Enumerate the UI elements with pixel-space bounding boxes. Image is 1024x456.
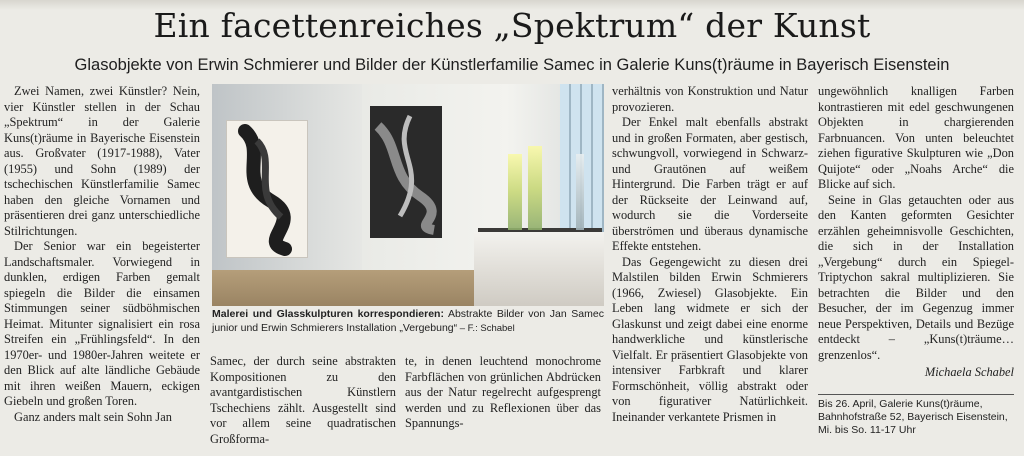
abstract-painting-dark (370, 106, 442, 238)
display-pedestal (474, 232, 604, 306)
paragraph: ungewöhnlich knalligen Farben kontrastieren mit edel geschwungenen Objekten in chargierenden Farbnuancen. Von unten beleuchtet ziehen figurative Skulpturen wie „Don Quijote“ oder „Noahs Arche“ die Blicke auf sich. (818, 84, 1014, 191)
author-byline: Michaela Schabel (924, 365, 1014, 379)
paragraph: Der Enkel malt ebenfalls abstrakt und in großen Formaten, aber gestisch, schwungvoll, vorwiegend in Schwarz- und Grautönen auf weißem Hintergrund. Die Farben trägt er auf der Rückseite der Leinwand auf, wodurch sie die Vorderseite überströmen und überaus dynamische Effekte entstehen. (612, 115, 808, 253)
paragraph: Zwei Namen, zwei Künstler? Nein, vier Künstler stellen in der Schau „Spektrum“ in der Galerie Kuns(t)räume in Bayerische Eisenstein aus. Großvater (1917-1988), Vater (1955) und Sohn (1989) der tschechischen Künstlerfamilie Samec haben den gleiche Vornamen und präsentieren drei ganz unterschiedliche Stilrichtungen. (4, 84, 200, 238)
headline: Ein facettenreiches „Spektrum“ der Kunst (153, 6, 871, 45)
photo-credit: – F.: Schabel (457, 322, 515, 334)
article-column-4 (612, 84, 808, 425)
brushstroke-art (227, 121, 307, 257)
glass-sculpture (508, 154, 522, 230)
abstract-painting-white (226, 120, 308, 258)
paragraph: Samec, der durch seine abstrakten Kompositionen zu den avantgardistischen Künstlern Tschechiens zählt. Ausgestellt sind vor allem seine quadratischen Großforma- (210, 354, 396, 446)
exhibition-photo (212, 84, 604, 306)
article-column-3 (405, 354, 601, 432)
subheadline: Glasobjekte von Erwin Schmierer und Bilder der Künstlerfamilie Samec in Galerie Kuns(t)räume in Bayerisch Eisenstein (74, 56, 950, 74)
photo-caption (212, 308, 604, 335)
paragraph: te, in denen leuchtend monochrome Farbflächen von grünlichen Abdrücken aus der Natur regelrecht aufgesprengt werden und zu Reflexionen über das Spannungs- (405, 354, 601, 430)
article-column-5 (818, 84, 1014, 381)
caption-lead: Malerei und Glasskulpturen korrespondieren: (212, 308, 444, 320)
caption-text: Abstrakte Bilder von Jan Samec junior und Erwin Schmierers Installation „Vergebung“ (212, 308, 604, 334)
paragraph: Seine in Glas getauchten oder aus den Kanten geformten Gesichter erzählen geheimnisvolle Geschichten, die sich in der Installation „Vergebung“ durch ein Spiegel-Triptychon sakral multiplizieren. Sie betrachten die Bilder und den Besucher, der im Gegenzug immer neue Perspektiven, Details und Bezüge entdeckt – „Kuns(t)träume…grenzenlos“. (818, 192, 1014, 362)
gray-brushstroke-art (370, 106, 442, 238)
exhibition-info: Bis 26. April, Galerie Kuns(t)räume, Bahnhofstraße 52, Bayerisch Eisenstein, Mi. bis So. 11-17 Uhr (818, 394, 1014, 437)
glass-sculpture (576, 154, 584, 230)
glass-sculpture (528, 146, 542, 230)
paragraph: Der Senior war ein begeisterter Landschaftsmaler. Vorwiegend in dunklen, erdigen Farben gemalt spiegeln die Bilder die einsamen Stimmungen seiner südböhmischen Heimat. Mitunter signalisiert ein rosa Streifen ein „Frühlingsfeld“. In den 1970er- und 1980er-Jahren weitete er den Blick auf alte ländliche Gebäude mit ihren weißen Mauern, eckigen Giebeln und großen Toren. (4, 239, 200, 408)
paragraph: Ganz anders malt sein Sohn Jan (14, 409, 172, 424)
paragraph: Das Gegengewicht zu diesen drei Malstilen bilden Erwin Schmierers (1966, Zwiesel) Glasobjekte. Ein Leben lang widmete er sich der Glaskunst und zeigt dabei eine enorme handwerkliche und künstlerische Vielfalt. Er präsentiert Glasobjekte von intensiver Farbkraft und klarer Formschönheit, völlig abstrakt oder von figurativer Natürlichkeit. Ineinander verkantete Prismen in (612, 254, 808, 424)
article-column-1 (4, 84, 200, 425)
paragraph: verhältnis von Konstruktion und Natur provozieren. (612, 84, 808, 114)
article-column-2 (210, 354, 396, 447)
